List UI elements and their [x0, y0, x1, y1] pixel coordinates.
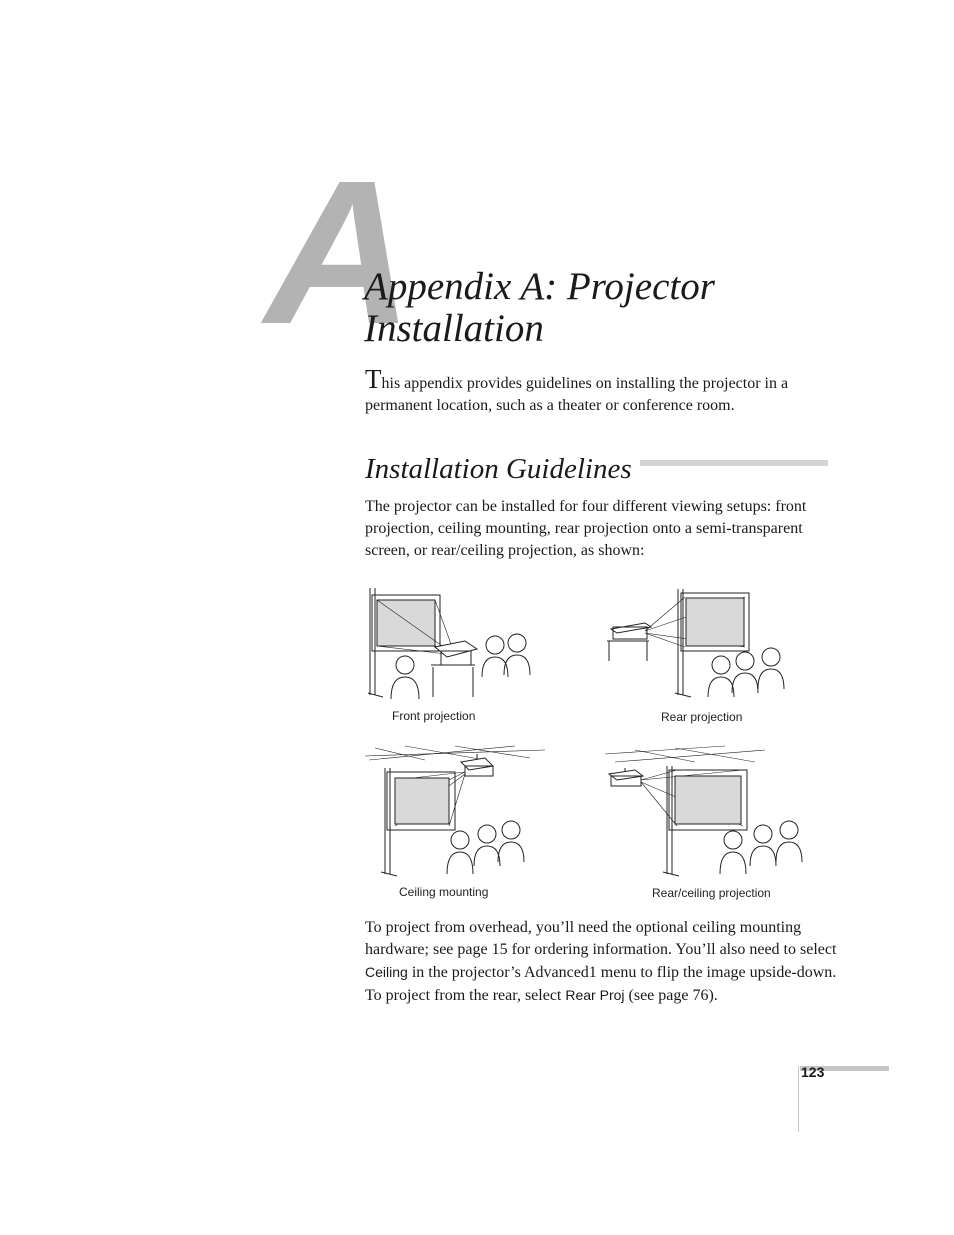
rear-ceiling-projection-caption: Rear/ceiling projection: [652, 886, 771, 900]
front-projection-caption: Front projection: [392, 709, 476, 723]
ceiling-mounting-caption: Ceiling mounting: [399, 885, 489, 899]
intro-text: his appendix provides guidelines on installing the projector in a permanent location, such as a theater or conference room.: [365, 375, 789, 414]
rear-projection-caption: Rear projection: [661, 710, 743, 724]
ceiling-menu-term: Ceiling: [365, 964, 408, 980]
ceiling-mounting-illustration: [365, 742, 550, 882]
section-title: Installation Guidelines: [365, 450, 640, 488]
front-projection-illustration: [365, 585, 545, 705]
rear-projection-illustration: [605, 585, 795, 705]
setups-paragraph: The projector can be installed for four different viewing setups: front projection, ceiling mounting, rear projection onto a semi-transparent screen, or rear/ceiling projection, as shown:: [365, 498, 807, 559]
chapter-title-line1: Appendix A: Projector: [364, 265, 715, 308]
chapter-letter: A: [265, 138, 410, 367]
page-number: 123: [801, 1064, 825, 1080]
chapter-title: [364, 266, 834, 350]
rear-proj-menu-term: Rear Proj: [565, 987, 625, 1003]
rear-ceiling-projection-illustration: [605, 742, 810, 882]
chapter-title-line2: Installation: [364, 307, 544, 350]
overhead-paragraph: [365, 917, 840, 1007]
intro-dropcap: T: [365, 364, 382, 394]
overhead-text-2: in the projector’s Advanced1 menu to flip the image upside-down. To project from the rear, select: [365, 964, 837, 1004]
overhead-text-3: (see page 76).: [624, 987, 718, 1004]
overhead-text-1: To project from overhead, you’ll need the optional ceiling mounting hardware; see page 15 for ordering information. You’ll also need to select: [365, 919, 837, 958]
page-margin-rule: [798, 1066, 799, 1132]
intro-paragraph: [365, 366, 835, 417]
